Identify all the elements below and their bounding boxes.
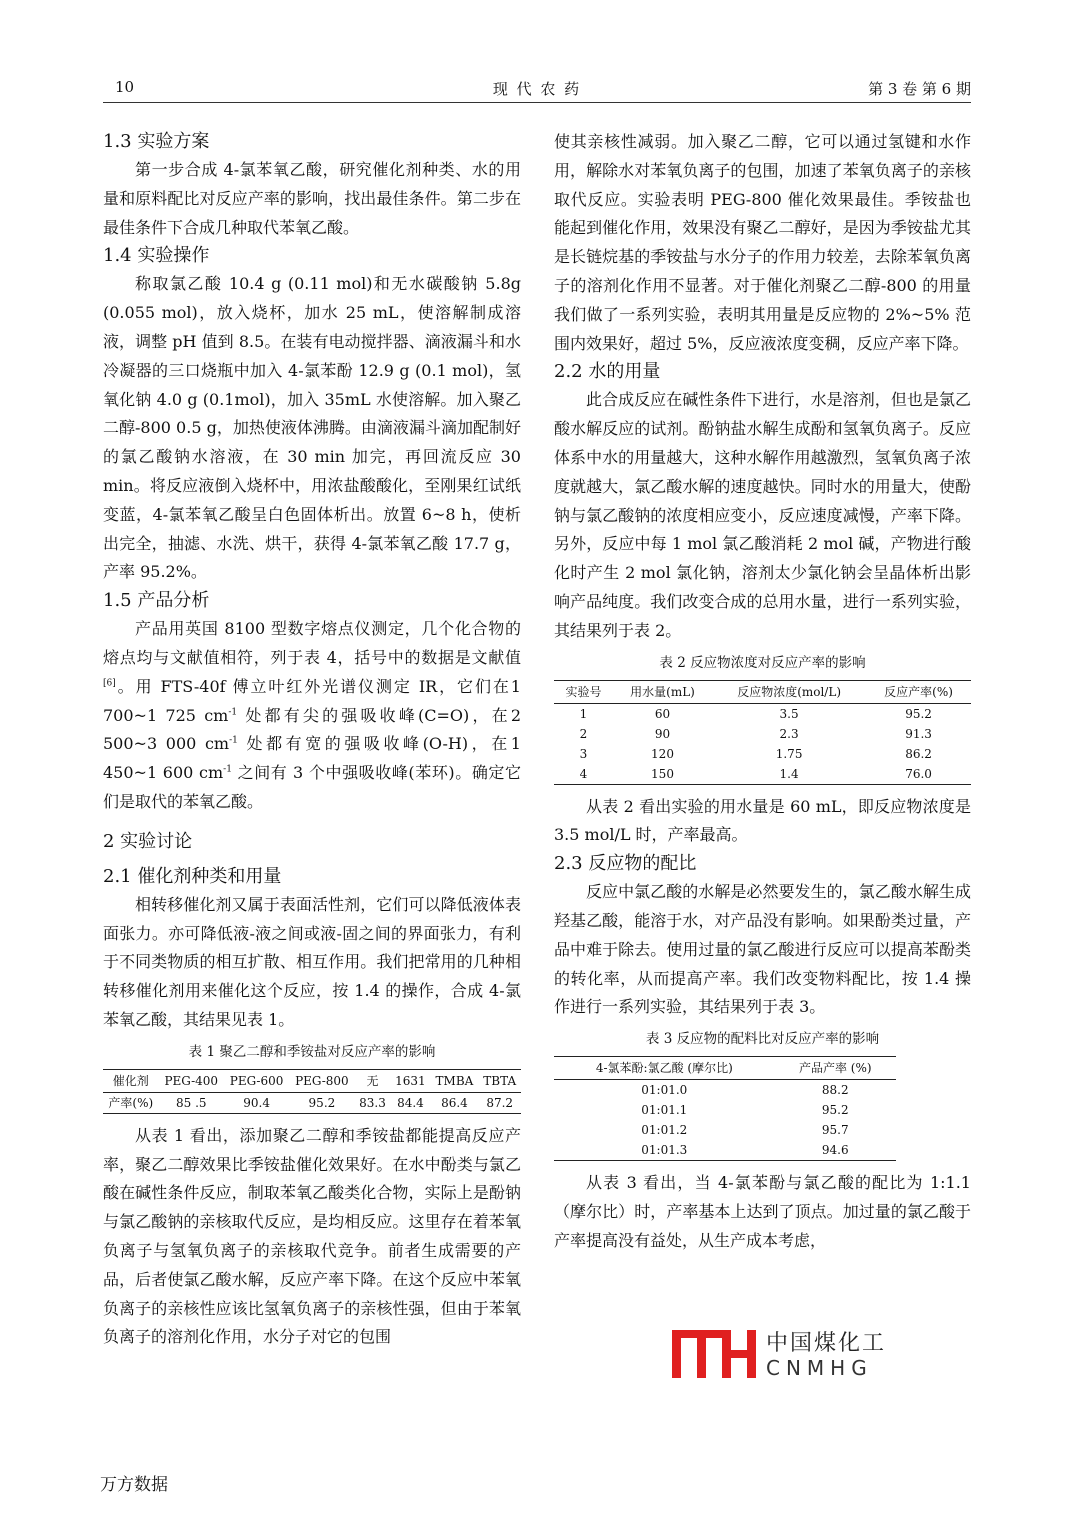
table-header-cell: TBTA bbox=[478, 1069, 521, 1092]
table-header-row bbox=[103, 1069, 521, 1092]
section-1-4-title: 1.4 实验操作 bbox=[103, 245, 210, 267]
table-row bbox=[554, 1140, 896, 1161]
watermark-logo-icon bbox=[670, 1326, 758, 1382]
right-column bbox=[554, 128, 971, 1256]
table-cell: 3 bbox=[579, 746, 588, 761]
table-cell: 91.3 bbox=[905, 726, 932, 741]
table-cell: 88.2 bbox=[821, 1083, 849, 1098]
table-2-caption: 表 2 反应物浓度对反应产率的影响 bbox=[659, 654, 866, 671]
section-1-3-title: 1.3 实验方案 bbox=[103, 131, 210, 152]
table-cell: 95.7 bbox=[821, 1123, 849, 1138]
section-2-3-text: 反应中氯乙酸的水解是必然要发生的，氯乙酸水解生成羟基乙酸，能溶于水，对产品没有影响。如果酚类过量，产品中难于除去。使用过量的氯乙酸进行反应可以提高苯酚类的转化率，从而提高产率。我们改变物料配比，按 1.4 操作进行一系列实验，其结果列于表 3。 bbox=[554, 882, 971, 1017]
table-cell: 120 bbox=[651, 746, 674, 761]
table-cell: 产率(%) bbox=[103, 1092, 159, 1113]
table-cell: 83.3 bbox=[355, 1092, 391, 1113]
table-row bbox=[554, 744, 971, 764]
table-cell: 95.2 bbox=[905, 706, 932, 721]
table-cell: 1.75 bbox=[775, 746, 803, 761]
table-row bbox=[554, 1100, 896, 1120]
table-cell: 4 bbox=[554, 764, 613, 785]
table-header-cell: 无 bbox=[355, 1069, 391, 1092]
table-cell: 1 bbox=[579, 706, 588, 721]
left-column bbox=[103, 128, 521, 1352]
table-header-cell: 用水量(mL) bbox=[613, 680, 712, 703]
table-cell: 76.0 bbox=[866, 764, 971, 785]
section-2-1-title: 2.1 催化剂种类和用量 bbox=[103, 865, 282, 887]
table-header-cell: 1631 bbox=[390, 1069, 430, 1092]
table-row bbox=[554, 1080, 896, 1101]
table-row bbox=[554, 703, 971, 724]
section-2-title: 2 实验讨论 bbox=[103, 830, 193, 852]
table-header-row bbox=[554, 1057, 896, 1080]
table-header-cell: 反应物浓度(mol/L) bbox=[712, 680, 866, 703]
page-number: 10 bbox=[115, 78, 135, 96]
table-row bbox=[103, 1092, 521, 1113]
volume-issue: 第 3 卷 第 6 期 bbox=[868, 80, 971, 98]
table-cell: 01:01.2 bbox=[641, 1123, 688, 1138]
table-header-cell: PEG-400 bbox=[159, 1069, 224, 1092]
section-1-5-text: 产品用英国 8100 型数字熔点仪测定，几个化合物的熔点均与文献值相符，列于表 4，括号中的数据是文献值[6]。用 FTS-40f 傅立叶红外光谱仪测定 IR，它们在1 700~1 725 $cm^{-1}$ 处都有尖的强吸收峰(C=O)，在2 500~3 000 $cm^{-1}$ 处都有宽的强吸收峰(O-H)，在1 450~1 600 $cm^{-1}$ 之间有 3 个中强吸收峰(苯环)。确定它们是取代的苯氧乙酸。 bbox=[103, 619, 521, 811]
table-row bbox=[554, 724, 971, 744]
table-cell: 1.4 bbox=[712, 764, 866, 785]
table-3 bbox=[554, 1056, 896, 1161]
table-3-caption: 表 3 反应物的配料比对反应产率的影响 bbox=[645, 1031, 880, 1048]
table-cell: 150 bbox=[613, 764, 712, 785]
section-2-1-text-3: 使其亲核性减弱。加入聚乙二醇，它可以通过氢键和水作用，解除水对苯氧负离子的包围，加速了苯氧负离子的亲核取代反应。实验表明 PEG-800 催化效果最佳。季铵盐也能起到催化作用，效果没有聚乙二醇好，是因为季铵盐尤其是长链烷基的季铵盐与水分子的作用力较差，去除苯氧负离子的溶剂化作用不显著。对于催化剂聚乙二醇-800 的用量我们做了一系列实验，表明其用量是反应物的 2%~5% 范围内效果好，超过 5%，反应液浓度变稠，反应产率下降。 bbox=[554, 132, 971, 353]
table-row bbox=[554, 1120, 896, 1140]
table-cell: 86.2 bbox=[905, 746, 932, 761]
table-cell: 2 bbox=[579, 726, 588, 741]
table-cell: 90 bbox=[654, 726, 671, 741]
section-2-2-title: 2.2 水的用量 bbox=[554, 361, 661, 383]
table-2 bbox=[554, 680, 971, 785]
table-cell: 60 bbox=[654, 706, 671, 721]
table-header-cell: 实验号 bbox=[554, 680, 613, 703]
citation-ref: [6] bbox=[103, 678, 116, 689]
table-1 bbox=[103, 1069, 521, 1114]
section-2-1-text-2: 从表 1 看出，添加聚乙二醇和季铵盐都能提高反应产率，聚乙二醇效果比季铵盐催化效果好。在水中酚类与氯乙酸在碱性条件反应，制取苯氧乙酸类化合物，实际上是酚钠与氯乙酸钠的亲核取代反应，是均相反应。这里存在着苯氧负离子与氢氧负离子的亲核取代竞争。前者生成需要的产品，后者使氯乙酸水解，反应产率下降。在这个反应中苯氧负离子的亲核性应该比氢氧负离子的亲核性强，但由于苯氧负离子的溶剂化作用，水分子对它的包围 bbox=[103, 1125, 521, 1347]
table-cell: 2.3 bbox=[779, 726, 799, 741]
table-cell: 95.2 bbox=[289, 1092, 354, 1113]
table-header-cell: 4-氯苯酚:氯乙酸 (摩尔比) bbox=[554, 1057, 775, 1080]
table-cell: 86.4 bbox=[430, 1092, 478, 1113]
table-cell: 95.2 bbox=[821, 1103, 849, 1118]
table-cell: 94.6 bbox=[775, 1140, 896, 1161]
section-2-2-text: 此合成反应在碱性条件下进行，水是溶剂，但也是氯乙酸水解反应的试剂。酚钠盐水解生成酚和氢氧负离子。反应体系中水的用量越大，这种水解作用越激烈，氢氧负离子浓度就越大，氯乙酸水解的速度越快。同时水的用量大，使酚钠与氯乙酸钠的浓度相应变小，反应速度减慢，产率下降。另外，反应中每 1 mol 氯乙酸消耗 2 mol 碱，产物进行酸化时产生 2 mol 氯化钠，溶剂太少氯化钠会呈晶体析出影响产品纯度。我们改变合成的总用水量，进行一系列实验，其结果列于表 2。 bbox=[554, 390, 971, 640]
table-cell: 90.4 bbox=[224, 1092, 289, 1113]
section-2-3-text-2: 从表 3 看出，当 4-氯苯酚与氯乙酸的配比为 1:1.1（摩尔比）时，产率基本上达到了顶点。加过量的氯乙酸于产率提高没有益处，从生产成本考虑， bbox=[554, 1173, 971, 1250]
table-cell: 87.2 bbox=[478, 1092, 521, 1113]
table-header-cell: 产品产率 (%) bbox=[775, 1057, 896, 1080]
table-row bbox=[554, 764, 971, 785]
table-1-caption: 表 1 聚乙二醇和季铵盐对反应产率的影响 bbox=[188, 1043, 436, 1060]
table-header-cell: 催化剂 bbox=[103, 1069, 159, 1092]
section-2-3-title: 2.3 反应物的配比 bbox=[554, 853, 697, 875]
footer-source: 万方数据 bbox=[100, 1475, 168, 1495]
table-header-cell: PEG-600 bbox=[224, 1069, 289, 1092]
table-header-cell: TMBA bbox=[430, 1069, 478, 1092]
section-1-5-title: 1.5 产品分析 bbox=[103, 590, 210, 612]
table-header-cell: 反应产率(%) bbox=[866, 680, 971, 703]
journal-name: 现 代 农 药 bbox=[492, 80, 582, 98]
watermark-text-cn: 中国煤化工 bbox=[766, 1331, 887, 1356]
table-cell: 3.5 bbox=[779, 706, 799, 721]
watermark-text-en: CNMHG bbox=[766, 1356, 873, 1380]
table-cell: 85 .5 bbox=[159, 1092, 224, 1113]
section-1-3-text: 第一步合成 4-氯苯氧乙酸，研究催化剂种类、水的用量和原料配比对反应产率的影响，找出最佳条件。第二步在最佳条件下合成几种取代苯氧乙酸。 bbox=[103, 160, 521, 237]
table-cell: 01:01.3 bbox=[554, 1140, 775, 1161]
table-cell: 01:01.1 bbox=[641, 1103, 688, 1118]
watermark bbox=[670, 1324, 890, 1388]
section-2-2-text-2: 从表 2 看出实验的用水量是 60 mL，即反应物浓度是 3.5 mol/L 时，产率最高。 bbox=[554, 796, 971, 845]
table-header-row bbox=[554, 680, 971, 703]
running-header bbox=[103, 76, 971, 103]
section-1-4-text: 称取氯乙酸 10.4 g (0.11 mol)和无水碳酸钠 5.8g (0.055 mol)，放入烧杯，加水 25 mL，使溶解制成溶液，调整 pH 值到 8.5。在装有电动搅拌器、滴液漏斗和水冷凝器的三口烧瓶中加入 4-氯苯酚 12.9 g (0.1 mol)，氢氧化钠 4.0 g (0.1mol)，加入 35mL 水使溶解。加入聚乙二醇-800 0.5 g，加热使液体沸腾。由滴液漏斗滴加配制好的氯乙酸钠水溶液，在 30 min 加完，再回流反应 30 min。将反应液倒入烧杯中，用浓盐酸酸化，至刚果红试纸变蓝，4-氯苯氧乙酸呈白色固体析出。放置 6~8 h，使析出完全，抽滤、水洗、烘干，获得 4-氯苯氧乙酸 17.7 g，产率 95.2%。 bbox=[103, 274, 521, 582]
section-2-1-text: 相转移催化剂又属于表面活性剂，它们可以降低液体表面张力。亦可降低液-液之间或液-固之间的界面张力，有利于不同类物质的相互扩散、相互作用。我们把常用的几种相转移催化剂用来催化这个反应，按 1.4 的操作，合成 4-氯苯氧乙酸，其结果见表 1。 bbox=[103, 894, 521, 1029]
table-header-cell: PEG-800 bbox=[289, 1069, 354, 1092]
table-cell: 01:01.0 bbox=[641, 1083, 688, 1098]
table-cell: 84.4 bbox=[390, 1092, 430, 1113]
